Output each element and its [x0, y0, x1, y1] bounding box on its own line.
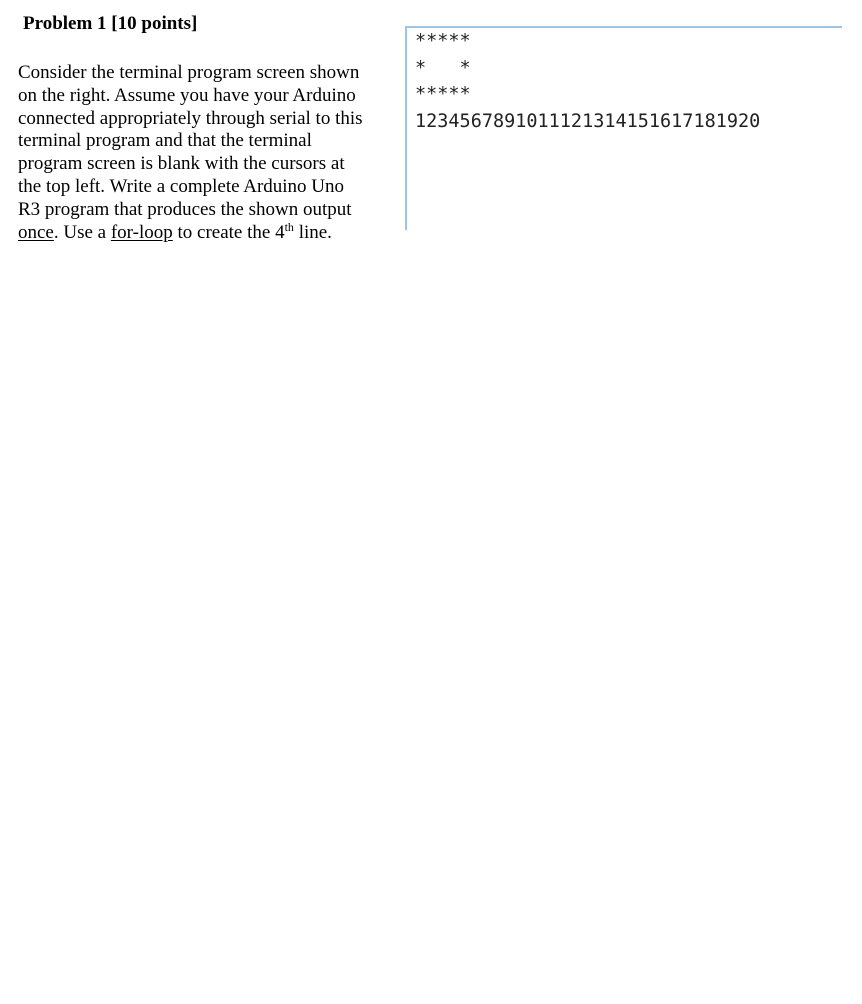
- line-end-text: line.: [293, 221, 332, 243]
- to-create-text: to create the 4: [172, 221, 285, 243]
- for-loop-underlined: for-loop: [110, 221, 173, 243]
- terminal-left-border: [405, 26, 407, 230]
- statement-line: R3 program that produces the shown output: [18, 198, 352, 220]
- problem-statement: [18, 62, 398, 244]
- terminal-screen: [405, 26, 842, 230]
- problem-title: Problem 1 [10 points]: [23, 13, 198, 34]
- terminal-line: *****: [415, 31, 471, 52]
- terminal-line: 1234567891011121314151617181920: [415, 110, 761, 132]
- terminal-line: * *: [415, 57, 471, 79]
- terminal-output: [415, 29, 760, 135]
- statement-line: on the right. Assume you have your Arduino: [18, 84, 356, 106]
- statement-line: the top left. Write a complete Arduino Uno: [18, 175, 345, 197]
- statement-line: Consider the terminal program screen shown: [18, 62, 360, 83]
- statement-last-line: [18, 219, 398, 245]
- th-superscript: th: [284, 219, 294, 234]
- once-underlined: once: [18, 221, 54, 243]
- terminal-line: *****: [415, 84, 471, 105]
- statement-line: program screen is blank with the cursors at: [18, 153, 345, 175]
- use-a-text: . Use a: [53, 221, 111, 243]
- terminal-top-border: [405, 26, 842, 28]
- statement-line: terminal program and that the terminal: [18, 130, 312, 152]
- statement-line: connected appropriately through serial to this: [18, 107, 363, 129]
